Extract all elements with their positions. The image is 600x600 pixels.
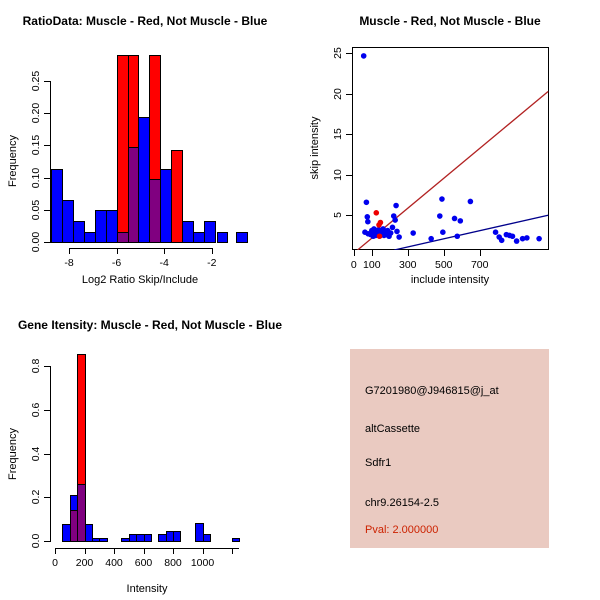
histogram-bar-blue (217, 232, 229, 243)
y-tick-label: 0.4 (30, 446, 42, 461)
x-tick (117, 248, 118, 254)
not-muscle-blue-point (388, 230, 394, 236)
x-tick (372, 250, 373, 256)
x-tick (232, 548, 233, 554)
muscle-red-point (377, 233, 383, 239)
y-tick (44, 410, 50, 411)
not-muscle-blue-point (361, 53, 367, 59)
x-tick-label: 400 (105, 557, 123, 569)
x-tick (212, 248, 213, 254)
chart-title: Muscle - Red, Not Muscle - Blue (359, 14, 541, 28)
info-background (350, 349, 549, 548)
not-muscle-blue-point (499, 237, 505, 243)
x-tick (354, 250, 355, 256)
y-tick-label: 0.10 (30, 167, 42, 188)
histogram-bar-blue (99, 538, 107, 543)
not-muscle-blue-point (394, 229, 400, 235)
x-tick-label: -4 (159, 257, 169, 269)
histogram-bar-blue (232, 538, 240, 543)
scatter-panel (300, 0, 600, 300)
x-tick (114, 548, 115, 554)
y-axis-label: Frequency (7, 135, 19, 187)
x-tick (480, 250, 481, 256)
y-tick-label: 25 (332, 47, 344, 60)
y-axis-line (50, 366, 51, 542)
x-axis-label: Intensity (126, 583, 168, 595)
not-muscle-blue-point (392, 217, 398, 223)
histogram-bar-blue (144, 534, 152, 542)
y-tick-label: 0.20 (30, 102, 42, 124)
x-tick-label: 1000 (190, 557, 215, 569)
not-muscle-blue-point (458, 218, 464, 224)
y-axis-label: Frequency (7, 428, 19, 480)
not-muscle-blue-point (393, 203, 399, 209)
histogram-bar-blue (203, 534, 211, 542)
not-muscle-blue-point (396, 234, 402, 240)
y-tick-label: 0.2 (30, 489, 42, 505)
x-axis-line (55, 548, 239, 549)
x-tick-label: 600 (134, 557, 153, 569)
y-tick-label: 10 (332, 168, 344, 181)
not-muscle-blue-point (365, 219, 371, 225)
x-tick (144, 548, 145, 554)
x-tick (203, 548, 204, 554)
x-tick (444, 250, 445, 256)
not-muscle-blue-point (514, 238, 520, 244)
muscle-red-point (373, 210, 379, 216)
x-tick-label: -2 (207, 257, 217, 269)
x-tick-label: 200 (75, 557, 94, 569)
histogram-bar-blue (236, 232, 248, 243)
not-muscle-blue-point (364, 199, 370, 205)
y-tick-label: 15 (332, 128, 344, 141)
x-tick-label: 800 (164, 557, 182, 569)
gene-info-panel (300, 300, 600, 600)
x-tick (173, 548, 174, 554)
x-tick (164, 248, 165, 254)
not-muscle-blue-point (510, 233, 516, 239)
muscle_fit_line (358, 91, 549, 250)
x-tick (85, 548, 86, 554)
not-muscle-blue-point (390, 225, 396, 231)
y-tick (44, 145, 50, 146)
not_muscle_fit_line (394, 215, 548, 250)
ratio-histogram-panel (0, 0, 300, 300)
y-tick-label: 20 (332, 88, 344, 100)
not-muscle-blue-point (410, 230, 416, 236)
x-tick (69, 248, 70, 254)
x-tick-label: -8 (64, 257, 74, 269)
x-tick-label: 500 (434, 259, 453, 271)
x-tick-label: 300 (399, 259, 417, 271)
splice-event-text: altCassette (365, 423, 421, 435)
probe-id-text: G7201980@J946815@j_at (365, 385, 499, 397)
x-axis-line (69, 248, 212, 249)
not-muscle-blue-point (439, 196, 445, 202)
histogram-bar-blue (204, 221, 216, 243)
pvalue-text: Pval: 2.000000 (365, 524, 439, 536)
y-tick (44, 242, 50, 243)
not-muscle-blue-point (437, 213, 443, 219)
x-tick (408, 250, 409, 256)
y-tick (44, 541, 50, 542)
y-tick-label: 0.15 (30, 135, 42, 156)
y-tick-label: 5 (332, 212, 344, 219)
y-tick (44, 210, 50, 211)
muscle-red-point (376, 222, 382, 228)
x-tick-label: 700 (470, 259, 489, 271)
y-tick-label: 0.6 (30, 402, 42, 418)
histogram-bar-blue (173, 531, 181, 543)
y-tick (44, 113, 50, 114)
not-muscle-blue-point (524, 235, 530, 241)
chart-title: RatioData: Muscle - Red, Not Muscle - Blue (22, 14, 268, 28)
x-tick-label: 0 (52, 557, 58, 569)
y-tick-label: 0.8 (30, 358, 42, 374)
x-tick-label: -6 (111, 257, 122, 269)
x-tick (55, 548, 56, 554)
y-axis-label: skip intensity (309, 116, 321, 180)
y-tick (44, 454, 50, 455)
not-muscle-blue-point (428, 236, 434, 242)
x-axis-label: Log2 Ratio Skip/Include (81, 274, 199, 286)
y-tick (44, 366, 50, 367)
y-tick-label: 0.25 (30, 70, 42, 92)
not-muscle-blue-point (440, 229, 446, 235)
gene-name-text: Sdfr1 (365, 457, 392, 469)
y-tick (44, 81, 50, 82)
x-tick-label: 0 (350, 259, 357, 271)
not-muscle-blue-point (536, 236, 542, 242)
x-axis-label: include intensity (410, 274, 490, 286)
not-muscle-blue-point (452, 216, 458, 222)
y-tick-label: 0.05 (30, 199, 42, 221)
scatter-svg (352, 47, 549, 250)
gene-intensity-histogram-panel (0, 300, 300, 600)
not-muscle-blue-point (454, 233, 460, 239)
y-tick-label: 0.00 (30, 231, 42, 253)
y-tick-label: 0.0 (30, 533, 42, 549)
y-tick (44, 178, 50, 179)
y-tick (44, 497, 50, 498)
not-muscle-blue-point (493, 229, 499, 235)
not-muscle-blue-point (364, 214, 370, 220)
genomic-location-text: chr9.26154-2.5 (365, 497, 439, 509)
x-tick-label: 100 (363, 259, 381, 271)
chart-title: Gene Itensity: Muscle - Red, Not Muscle - Blue (17, 318, 283, 332)
not-muscle-blue-point (468, 199, 474, 205)
